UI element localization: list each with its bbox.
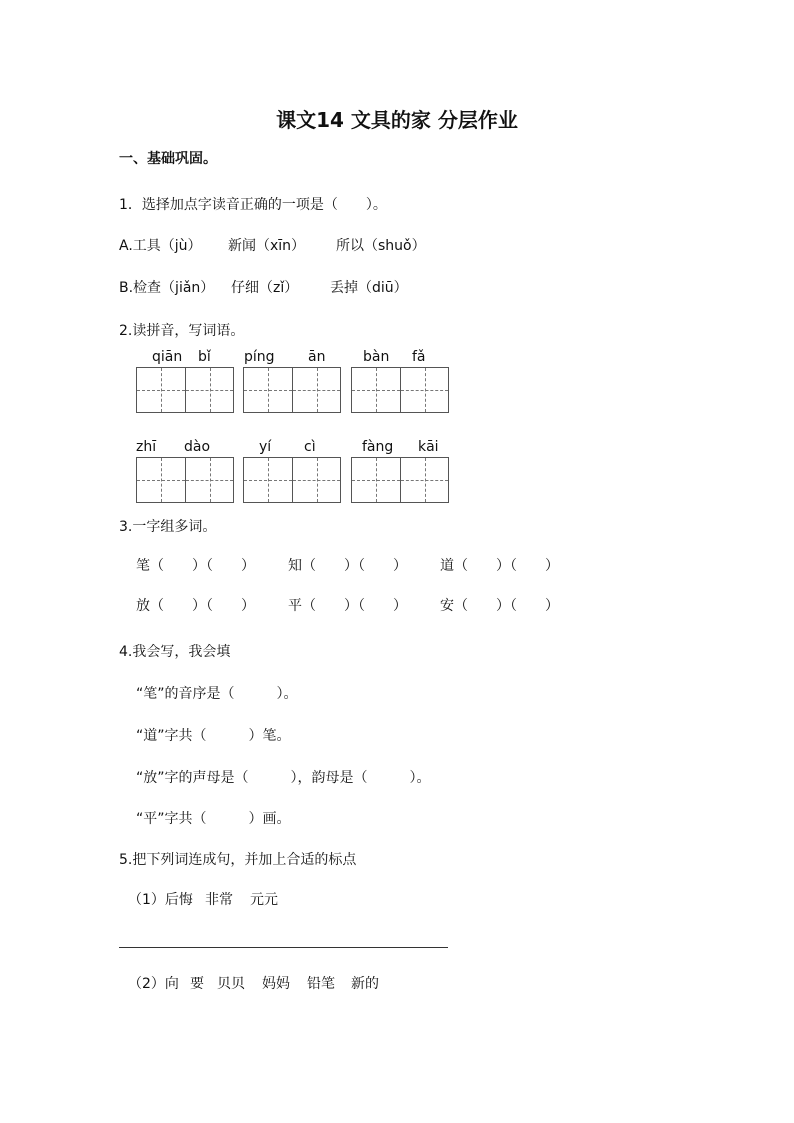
word-group-item: 道（ ）（ ） <box>440 558 559 574</box>
writing-cell[interactable] <box>137 458 185 502</box>
pinyin-label: yí <box>259 439 272 455</box>
writing-cell[interactable] <box>352 458 400 502</box>
writing-cell[interactable] <box>352 368 400 412</box>
writing-grid[interactable] <box>136 457 234 503</box>
option-b-1: B.检查（jiǎn） <box>119 280 215 296</box>
pinyin-label: ān <box>308 349 326 365</box>
pinyin-label: bǐ <box>198 349 211 365</box>
sentence-word: 铅笔 <box>307 976 335 992</box>
pinyin-label: cì <box>304 439 316 455</box>
word-group-item: 知（ ）（ ） <box>288 558 407 574</box>
writing-cell[interactable] <box>137 368 185 412</box>
writing-cell[interactable] <box>292 458 340 502</box>
sentence-word: 新的 <box>351 976 379 992</box>
question-5-stem: 5.把下列词连成句，并加上合适的标点 <box>119 852 357 868</box>
writing-grid[interactable] <box>351 367 449 413</box>
option-a-3: 所以（shuǒ） <box>336 238 426 254</box>
word-group-item: 笔（ ）（ ） <box>136 558 255 574</box>
word-group-item: 放（ ）（ ） <box>136 598 255 614</box>
word-group-item: 平（ ）（ ） <box>288 598 407 614</box>
page-title: 课文14 文具的家 分层作业 <box>276 108 518 132</box>
option-b-2: 仔细（zǐ） <box>231 280 299 296</box>
writing-grid[interactable] <box>243 457 341 503</box>
writing-cell[interactable] <box>244 458 292 502</box>
fill-in-line: “笔”的音序是（ ）。 <box>136 686 298 702</box>
fill-in-line: “放”字的声母是（ ），韵母是（ ）。 <box>136 770 431 786</box>
fill-in-line: “道”字共（ ）笔。 <box>136 728 291 744</box>
question-1-stem: 1．选择加点字读音正确的一项是（ ）。 <box>119 197 387 213</box>
pinyin-label: fǎ <box>412 349 426 365</box>
sentence-word: 贝贝 <box>217 976 245 992</box>
fill-in-line: “平”字共（ ）画。 <box>136 811 291 827</box>
pinyin-label: qiān <box>152 349 183 365</box>
option-a-2: 新闻（xīn） <box>228 238 306 254</box>
pinyin-label: zhī <box>136 439 157 455</box>
writing-cell[interactable] <box>185 368 233 412</box>
writing-cell[interactable] <box>244 368 292 412</box>
sentence-word: 非常 <box>205 892 233 908</box>
option-b-3: 丢掉（diū） <box>330 280 408 296</box>
pinyin-label: bàn <box>363 349 390 365</box>
question-3-stem: 3.一字组多词。 <box>119 519 217 535</box>
section-heading: 一、基础巩固。 <box>119 151 217 167</box>
question-4-stem: 4.我会写，我会填 <box>119 644 231 660</box>
pinyin-label: dào <box>184 439 211 455</box>
writing-cell[interactable] <box>400 458 448 502</box>
sentence-word: （2）向 <box>128 976 179 992</box>
answer-line[interactable] <box>119 947 448 948</box>
writing-grid[interactable] <box>243 367 341 413</box>
sentence-word: 妈妈 <box>262 976 290 992</box>
option-a-1: A.工具（jù） <box>119 238 202 254</box>
sentence-word: 要 <box>190 976 204 992</box>
pinyin-label: fàng <box>362 439 394 455</box>
writing-cell[interactable] <box>185 458 233 502</box>
writing-cell[interactable] <box>400 368 448 412</box>
writing-grid[interactable] <box>351 457 449 503</box>
pinyin-label: píng <box>244 349 275 365</box>
sentence-word: （1）后悔 <box>128 892 193 908</box>
sentence-word: 元元 <box>250 892 278 908</box>
pinyin-label: kāi <box>418 439 439 455</box>
question-2-stem: 2.读拼音，写词语。 <box>119 323 245 339</box>
writing-cell[interactable] <box>292 368 340 412</box>
word-group-item: 安（ ）（ ） <box>440 598 559 614</box>
writing-grid[interactable] <box>136 367 234 413</box>
